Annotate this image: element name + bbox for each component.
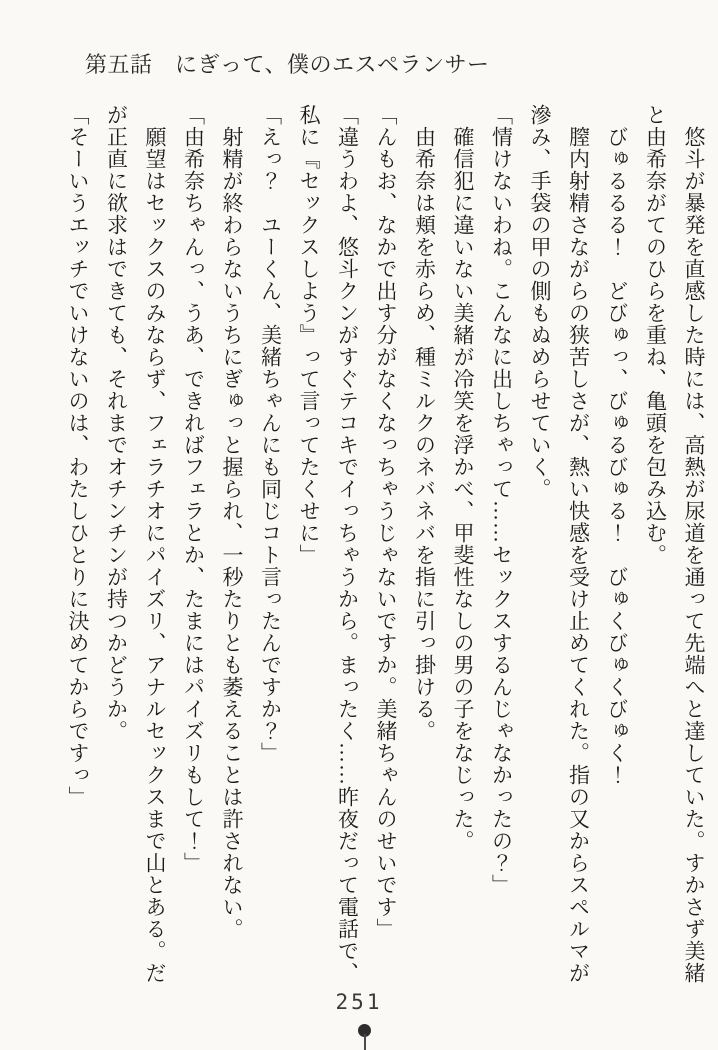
body-text [59,104,714,986]
paragraph: 射精が終わらないうちにぎゅっと握られ、一秒たりとも萎えることは許されない。 [220,126,244,940]
pin-dot-icon [358,1024,372,1050]
paragraph: 悠斗が暴発を直感した時には、高熱が尿道を通って先端へと達していた。すかさず美緒と由希奈がてのひらを重ね、亀頭を包み込む。 [643,104,706,984]
paragraph: 膣内射精さながらの狭苦しさが、熱い快感を受け止めてくれた。指の又からスペルマが滲み、手袋の甲の側もぬめらせていく。 [528,104,591,984]
paragraph: 「由希奈ちゃんっ、うあ、できればフェラとか、たまにはパイズリもして！」 [181,104,206,874]
chapter-header: 第五話 にぎって、僕のエスペランサー [85,52,490,77]
paragraph: 「そーいうエッチでいけないのは、わたしひとりに決めてからですっ」 [66,104,90,808]
paragraph: 願望はセックスのみならず、フェラチオにパイズリ、アナルセックスまで山とある。だが正直に欲求はできても、それまでオチンチンが持つかどうか。 [104,104,167,984]
paragraph: 由希奈は頬を赤らめ、種ミルクのネバネバを指に引っ掛ける。 [412,126,437,742]
paragraph: 「えっ？ ユーくん、美緒ちゃんにも同じコト言ったんですか？」 [258,104,283,764]
paragraph: びゅるるる！ どびゅっ、びゅるびゅる！ びゅくびゅくびゅく！ [605,126,629,786]
paragraph: 「んもお、なかで出す分がなくなっちゃうじゃないですか。美緒ちゃんのせいです」 [374,104,398,940]
paragraph: 「情けないわね。こんなに出しちゃって……セックスするんじゃなかったの？」 [489,104,514,896]
paragraph: 確信犯に違いない美緒が冷笑を浮かべ、甲斐性なしの男の子をなじった。 [451,126,475,852]
paragraph: 「違うわよ、悠斗クンがすぐテコキでイっちゃうから。まったく……昨夜だって電話で、私に『セックスしよう』って言ってたくせに」 [297,104,360,984]
page-number: 251 [335,990,383,1014]
page-footer [0,984,718,1050]
